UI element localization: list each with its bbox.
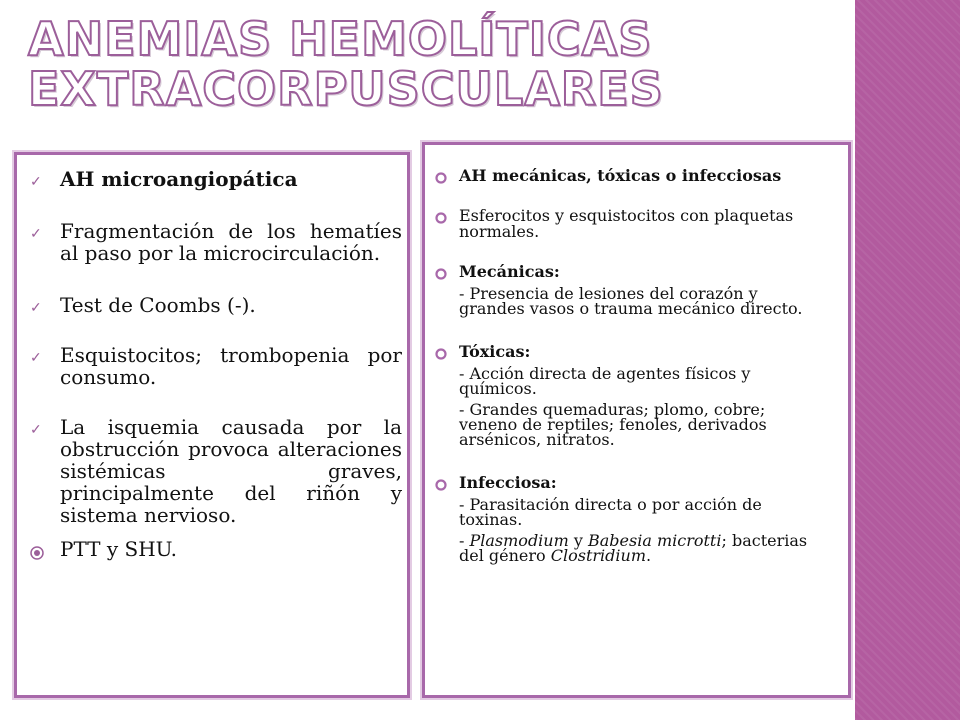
- left-item: [30, 294, 402, 316]
- checkmark-icon: ✓: [30, 300, 42, 316]
- toxicas-text-2: - Grandes quemaduras; plomo, cobre; veneno de reptiles; fenoles, derivados arsénicos, nitratos.: [459, 400, 767, 449]
- infecciosa-text-2: [459, 533, 825, 563]
- left-item-text: Fragmentación de los hematíes al paso por la microcirculación.: [60, 219, 402, 265]
- right-item: [435, 168, 825, 184]
- checkmark-icon: ✓: [30, 350, 42, 366]
- left-bullet-list: [30, 168, 402, 560]
- right-item: [435, 344, 825, 447]
- right-item: [435, 208, 825, 240]
- left-item: [30, 538, 402, 560]
- infecciosa-text-2-prefix: -: [459, 531, 470, 550]
- left-item-text: Esquistocitos; trombopenia por consumo.: [60, 343, 402, 389]
- italic-babesia: Babesia microtti: [588, 531, 722, 550]
- infecciosa-label: Infecciosa:: [459, 473, 557, 492]
- slide-title: [28, 14, 664, 114]
- mecanicas-label: Mecánicas:: [459, 262, 560, 281]
- toxicas-text-1: - Acción directa de agentes físicos y químicos.: [459, 364, 751, 398]
- circle-bullet-icon: [435, 347, 447, 359]
- toxicas-label: Tóxicas:: [459, 342, 531, 361]
- left-item: [30, 220, 402, 264]
- left-item-text: Test de Coombs (-).: [60, 293, 256, 317]
- title-line-2: EXTRACORPUSCULARES: [28, 62, 664, 116]
- infecciosa-text-2-end: .: [646, 546, 652, 565]
- circle-bullet-icon: [435, 267, 447, 279]
- decorative-sidebar: [855, 0, 960, 720]
- mecanicas-text: - Presencia de lesiones del corazón y grandes vasos o trauma mecánico directo.: [459, 284, 803, 318]
- checkmark-icon: ✓: [30, 226, 42, 242]
- right-bullet-list: [435, 164, 825, 563]
- circle-bullet-icon: [435, 478, 447, 490]
- infecciosa-text-2-after: ; bacterias del género: [459, 531, 808, 565]
- right-item-text: Esferocitos y esquistocitos con plaquetas normales.: [459, 206, 794, 241]
- italic-plasmodium: Plasmodium: [469, 531, 569, 550]
- checkmark-icon: ✓: [30, 174, 42, 190]
- left-item-text: PTT y SHU.: [60, 537, 178, 561]
- infecciosa-text-2-mid: y: [568, 531, 588, 550]
- checkmark-icon: ✓: [30, 422, 42, 438]
- left-item: [30, 168, 402, 190]
- right-heading: AH mecánicas, tóxicas o infecciosas: [459, 166, 782, 185]
- italic-clostridium: Clostridium: [550, 546, 646, 565]
- target-icon: [30, 542, 44, 556]
- title-line-1: ANEMIAS HEMOLÍTICAS: [28, 12, 653, 66]
- left-item-text: La isquemia causada por la obstrucción provoca alteraciones sistémicas graves, principalmente del riñón y sistema nervioso.: [60, 415, 402, 527]
- circle-bullet-icon: [435, 211, 447, 223]
- left-item: [30, 416, 402, 526]
- infecciosa-text-1: - Parasitación directa o por acción de toxinas.: [459, 495, 762, 529]
- circle-bullet-icon: [435, 171, 447, 183]
- right-item: [435, 264, 825, 316]
- left-item: [30, 344, 402, 388]
- right-item: [435, 475, 825, 563]
- left-item-text: AH microangiopática: [60, 167, 298, 191]
